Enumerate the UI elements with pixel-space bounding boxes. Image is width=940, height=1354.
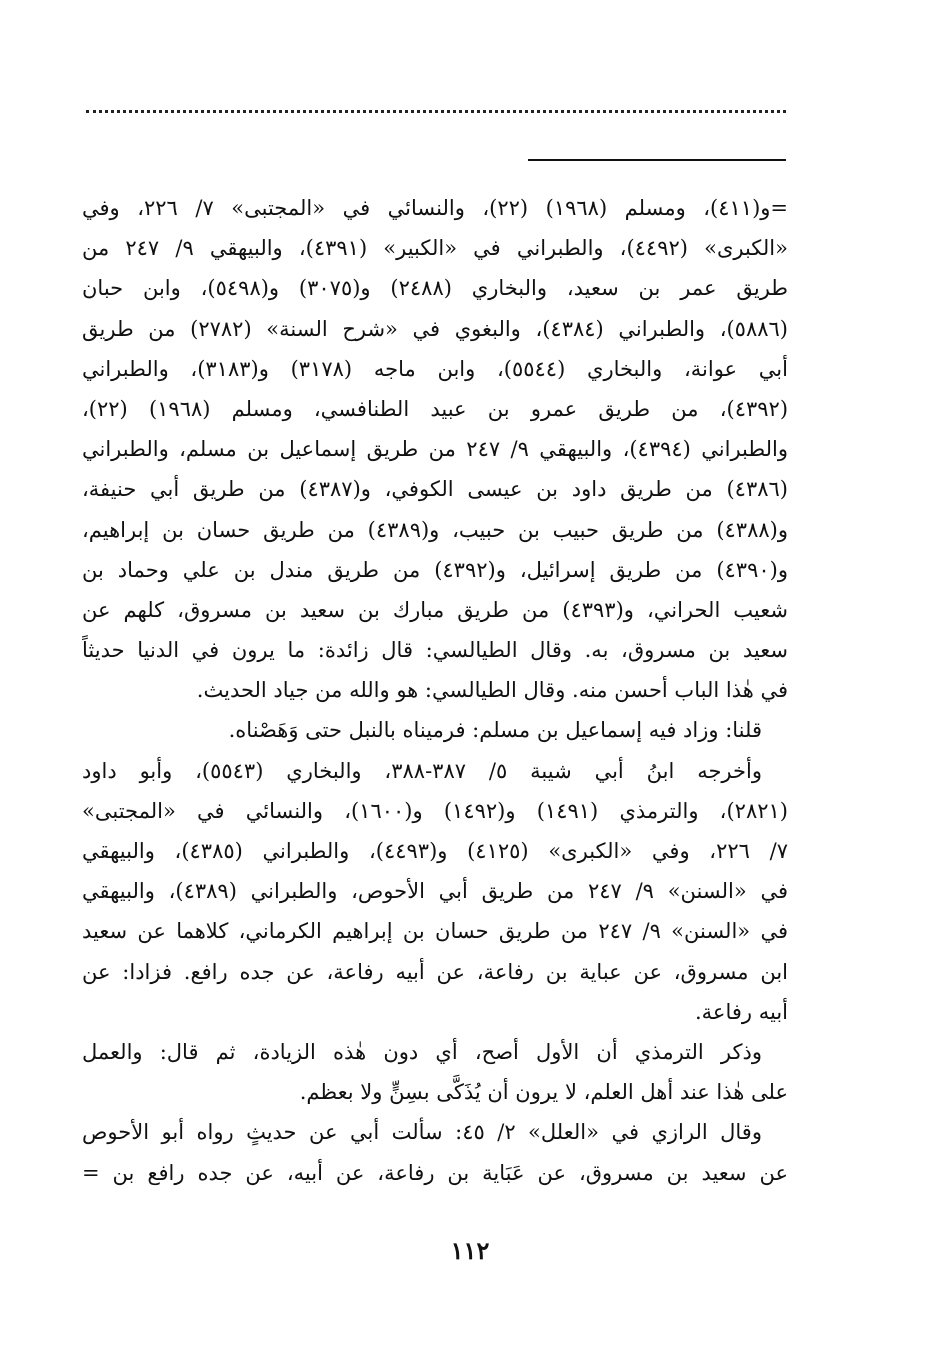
text-line: في «السنن» ٩/ ٢٤٧ من طريق أبي الأحوص، والطبراني (٤٣٨٩)، والبيهقي xyxy=(82,879,788,904)
text-line: طريق عمر بن سعيد، والبخاري (٢٤٨٨) و(٣٠٧٥) و(٥٤٩٨)، وابن حبان xyxy=(82,276,788,301)
text-line: والطبراني (٤٣٩٤)، والبيهقي ٩/ ٢٤٧ من طريق إسماعيل بن مسلم، والطبراني xyxy=(82,437,788,462)
text-line: (٥٨٨٦)، والطبراني (٤٣٨٤)، والبغوي في «شرح السنة» (٢٧٨٢) من طريق xyxy=(82,316,788,341)
text-line: أبيه رفاعة. xyxy=(695,999,788,1024)
text-line: (٤٣٨٦) من طريق داود بن عيسى الكوفي، و(٤٣٨٧) من طريق أبي حنيفة، xyxy=(82,477,788,502)
text-line: وأخرجه ابنُ أبي شيبة ٥/ ٣٨٧-٣٨٨، والبخاري (٥٥٤٣)، وأبو داود xyxy=(82,758,762,783)
footnote-text xyxy=(82,188,788,1193)
text-line: على هٰذا عند أهل العلم، لا يرون أن يُذَكَّى بسِنٍّ ولا بعظم. xyxy=(299,1080,788,1105)
text-line: قلنا: وزاد فيه إسماعيل بن مسلم: فرميناه بالنبل حتى وَهَصْناه. xyxy=(228,718,762,743)
text-line: =و(٤١١)، ومسلم (١٩٦٨) (٢٢)، والنسائي في «المجتبى» ٧/ ٢٢٦، وفي xyxy=(82,196,788,220)
text-line: «الكبرى» (٤٤٩٢)، والطبراني في «الكبير» (٤٣٩١)، والبيهقي ٩/ ٢٤٧ من xyxy=(82,236,788,261)
text-line: و(٤٣٩٠) من طريق إسرائيل، و(٤٣٩٢) من طريق مندل بن علي وحماد بن xyxy=(82,557,788,582)
text-line: عن سعيد بن مسروق، عن عَبَاية بن رفاعة، عن أبيه، عن جده رافع بن = xyxy=(82,1160,788,1185)
text-line: شعيب الحراني، و(٤٣٩٣) من طريق مبارك بن سعيد بن مسروق، كلهم عن xyxy=(82,597,788,622)
text-line: وذكر الترمذي أن الأول أصح، أي دون هٰذه الزيادة، ثم قال: والعمل xyxy=(82,1039,762,1064)
text-line: وقال الرازي في «العلل» ٢/ ٤٥: سألت أبي عن حديثٍ رواه أبو الأحوص xyxy=(82,1120,762,1145)
text-line: (٤٣٩٢)، من طريق عمرو بن عبيد الطنافسي، ومسلم (١٩٦٨) (٢٢)، xyxy=(82,396,788,421)
dotted-separator xyxy=(86,110,786,113)
text-line: سعيد بن مسروق، به. وقال الطيالسي: قال زائدة: ما يرون في الدنيا حديثاً xyxy=(82,638,788,663)
text-line: أبي عوانة، والبخاري (٥٥٤٤)، وابن ماجه (٣١٧٨) و(٣١٨٣)، والطبراني xyxy=(82,356,788,381)
page-number: ١١٢ xyxy=(450,1236,490,1265)
text-line: في هٰذا الباب أحسن منه. وقال الطيالسي: هو والله من جياد الحديث. xyxy=(196,678,788,703)
text-line: في «السنن» ٩/ ٢٤٧ من طريق حسان بن إبراهيم الكرماني، كلاهما عن سعيد xyxy=(82,919,788,944)
text-line: (٢٨٢١)، والترمذي (١٤٩١) و(١٤٩٢) و(١٦٠٠)، والنسائي في «المجتبى» xyxy=(82,798,788,823)
text-line: ابن مسروق، عن عباية بن رفاعة، عن أبيه رفاعة، عن جده رافع. فزادا: عن xyxy=(82,959,788,984)
text-line: و(٤٣٨٨) من طريق حبيب بن حبيب، و(٤٣٨٩) من طريق حسان بن إبراهيم، xyxy=(82,517,788,542)
text-line: ٧/ ٢٢٦، وفي «الكبرى» (٤١٢٥) و(٤٤٩٣)، والطبراني (٤٣٨٥)، والبيهقي xyxy=(82,839,788,863)
footnote-rule xyxy=(528,159,786,161)
